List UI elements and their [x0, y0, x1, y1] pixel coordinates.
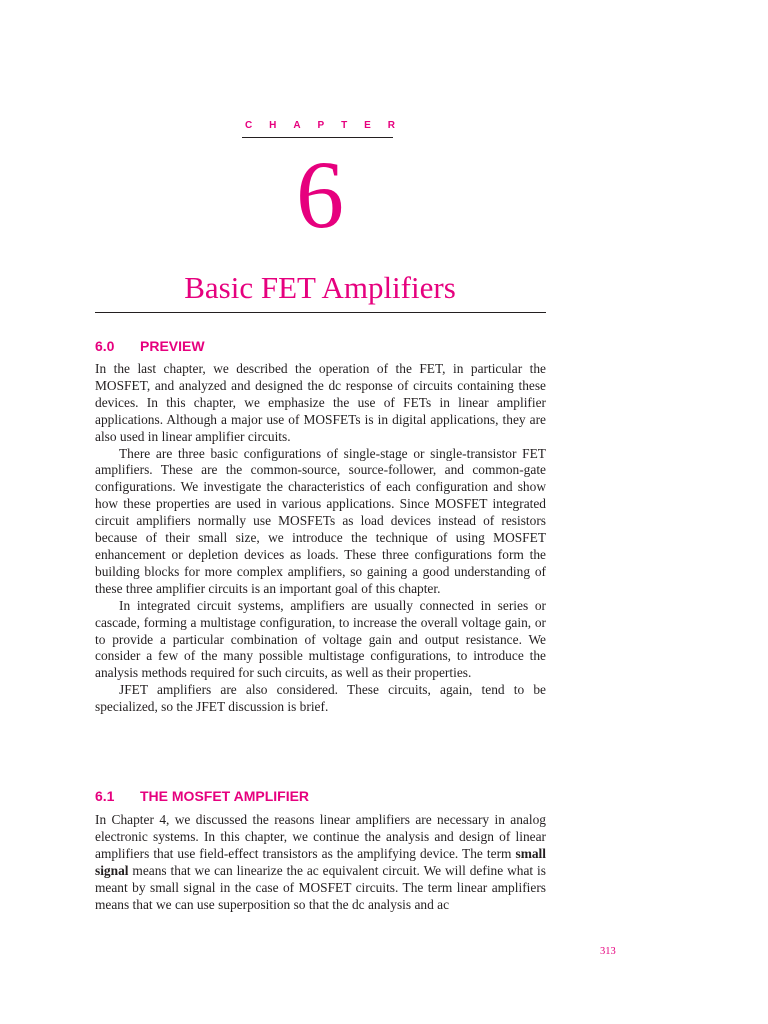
chapter-label [245, 120, 395, 131]
chapter-label-letter: A [293, 120, 301, 131]
section-number: 6.0 [95, 338, 115, 354]
chapter-label-letter: R [387, 120, 395, 131]
chapter-label-rule [242, 137, 393, 138]
section-body-mosfet-amplifier [95, 812, 546, 913]
paragraph-text: means that we can linearize the ac equivalent circuit. We will define what is meant by small signal in the case of MOSFET circuits. The term linear amplifiers means that we can use superposition so that the dc analysis and ac [95, 862, 546, 912]
chapter-title: Basic FET Amplifiers [184, 270, 456, 305]
chapter-label-letter: T [341, 120, 348, 131]
paragraph: JFET amplifiers are also considered. These circuits, again, tend to be specialized, so the JFET discussion is brief. [95, 682, 546, 715]
paragraph: In integrated circuit systems, amplifiers are usually connected in series or cascade, forming a multistage configuration, to increase the overall voltage gain, or to provide a particular combination of voltage gain and output resistance. We consider a few of the many possible multistage configurations, to introduce the analysis methods required for such circuits, as well as their properties. [95, 597, 546, 681]
chapter-label-letter: H [269, 120, 277, 131]
page-number: 313 [600, 946, 616, 957]
chapter-label-letter: C [245, 120, 253, 131]
section-title: PREVIEW [140, 338, 205, 354]
paragraph [95, 812, 546, 913]
paragraph: There are three basic configurations of single-stage or single-transistor FET amplifiers. These are the common-source, source-follower, and common-gate configurations. We investigate the characteristics of each configuration and show how these properties are used in various applications. Since MOSFET integrated circuit amplifiers normally use MOSFETs as load devices instead of resistors because of their small size, we introduce the technique of using MOSFET enhancement or depletion devices as loads. These three configurations form the building blocks for more complex amplifiers, so gaining a good understanding of these three amplifier circuits is an important goal of this chapter. [95, 445, 546, 596]
section-number: 6.1 [95, 788, 115, 804]
section-heading-mosfet-amplifier [95, 788, 309, 804]
section-body-preview [95, 361, 546, 716]
section-title: THE MOSFET AMPLIFIER [140, 788, 310, 804]
chapter-label-letter: E [364, 120, 371, 131]
defined-term: small signal [95, 845, 546, 878]
paragraph: In the last chapter, we described the operation of the FET, in particular the MOSFET, and analyzed and designed the dc response of circuits containing these devices. In this chapter, we emphasize the use of FETs in linear amplifier applications. Although a major use of MOSFETs is in digital applications, they are also used in linear amplifier circuits. [95, 361, 546, 444]
paragraph-text: In Chapter 4, we discussed the reasons linear amplifiers are necessary in analog electronic systems. In this chapter, we continue the analysis and design of linear amplifiers that use field-effect transistors as the amplifying device. The term [95, 812, 546, 861]
section-heading-preview [95, 338, 205, 354]
chapter-number: 6 [296, 141, 344, 248]
chapter-title-rule [95, 312, 546, 313]
chapter-label-letter: P [317, 120, 325, 131]
